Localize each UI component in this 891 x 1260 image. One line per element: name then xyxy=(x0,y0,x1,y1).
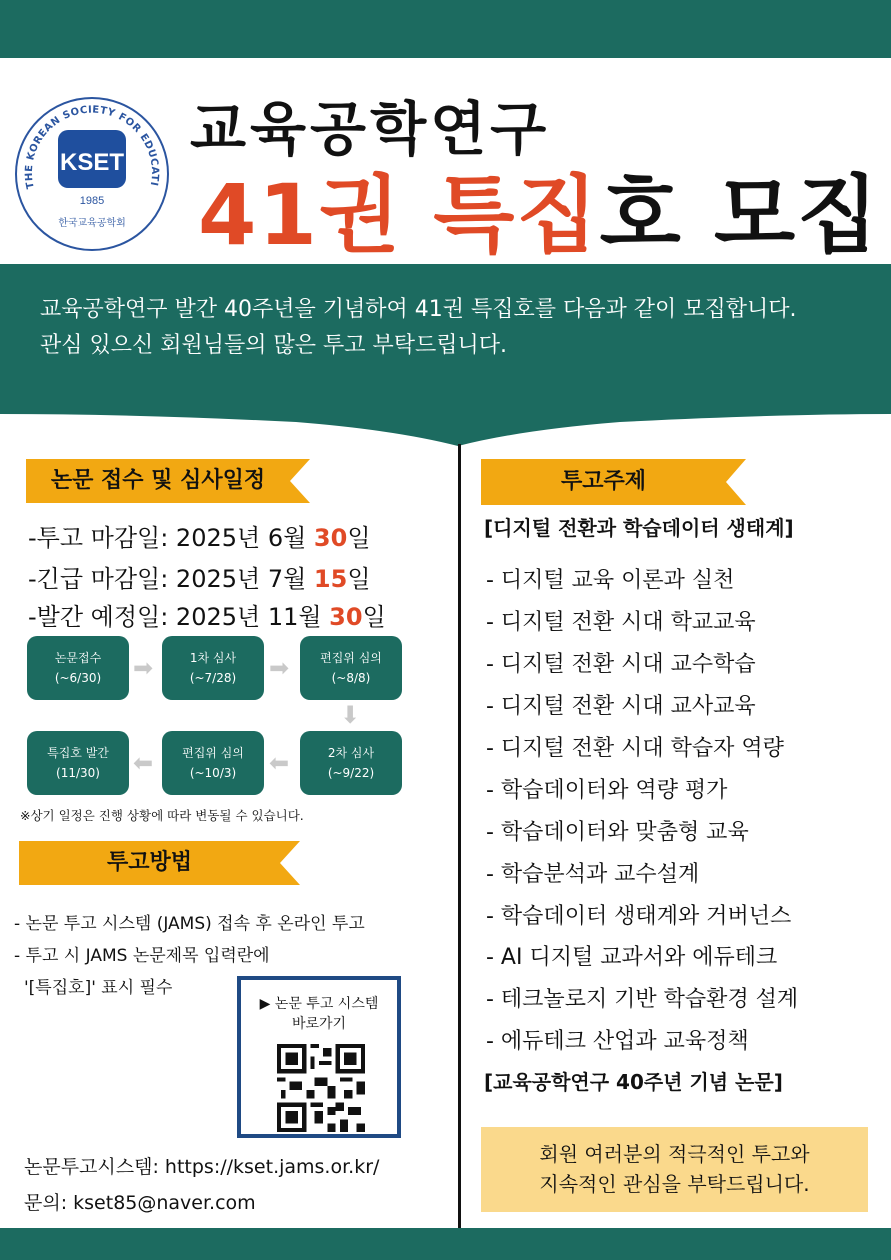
flow-step-2-date: (~7/28) xyxy=(189,671,237,685)
topic-item-2: - 디지털 전환 시대 학교교육 xyxy=(486,610,756,635)
flow-step-5-date: (~10/3) xyxy=(189,766,237,780)
recruit-text: 모집 xyxy=(714,166,881,264)
method-header-label: 투고방법 xyxy=(106,850,192,875)
flow-step-2 xyxy=(162,636,264,700)
schedule-item-2-prefix: -긴급 마감일: 2025년 7월 xyxy=(28,565,314,593)
topic-item-8: - 학습분석과 교수설계 xyxy=(486,862,700,887)
bottom-bar xyxy=(0,1228,891,1260)
topic-item-4: - 디지털 전환 시대 교사교육 xyxy=(486,694,756,719)
topic-item-1: - 디지털 교육 이론과 실천 xyxy=(486,568,735,593)
flow-step-3 xyxy=(300,636,402,700)
volume-text: 41권 xyxy=(198,166,403,264)
schedule-note: ※상기 일정은 진행 상황에 따라 변동될 수 있습니다. xyxy=(20,808,304,823)
flow-step-5 xyxy=(162,731,264,795)
qr-title-line-2: 바로가기 xyxy=(291,1016,347,1032)
arrow-right-icon: ➡ xyxy=(133,654,154,682)
flow-step-1-date: (~6/30) xyxy=(54,671,102,685)
schedule-item-1-day: 30 xyxy=(313,524,348,552)
logo-korean-name: 한국교육공학회 xyxy=(58,218,126,229)
special-issue-title xyxy=(198,148,880,269)
arrow-left-icon: ⬅ xyxy=(269,749,290,777)
flow-step-1 xyxy=(27,636,129,700)
topic-group-title: [디지털 전환과 학습데이터 생태계] xyxy=(484,516,794,540)
schedule-item-2-suffix: 일 xyxy=(347,565,371,593)
topic-item-6: - 학습데이터와 역량 평가 xyxy=(486,778,728,803)
flow-step-3-date: (~8/8) xyxy=(331,671,371,685)
journal-title: 교육공학연구 xyxy=(190,95,551,163)
method-header xyxy=(19,841,300,885)
closing-message xyxy=(481,1127,868,1212)
topics-header-label: 투고주제 xyxy=(560,469,646,494)
flow-step-4-date: (~9/22) xyxy=(327,766,375,780)
banner-text xyxy=(40,292,860,364)
banner-line-1: 교육공학연구 발간 40주년을 기념하여 41권 특집호를 다음과 같이 모집합니다. xyxy=(40,297,797,322)
schedule-header xyxy=(26,459,310,503)
logo-abbr: KSET xyxy=(59,149,125,176)
schedule-item-3-suffix: 일 xyxy=(362,603,386,631)
topic-item-5: - 디지털 전환 시대 학습자 역량 xyxy=(486,736,784,761)
logo-year: 1985 xyxy=(79,195,105,207)
flow-step-6 xyxy=(27,731,129,795)
flow-step-6-date: (11/30) xyxy=(56,766,100,780)
flow-step-5-label: 편집위 심의 xyxy=(182,746,244,760)
flow-step-3-label: 편집위 심의 xyxy=(320,651,382,665)
schedule-item-1-prefix: -투고 마감일: 2025년 6월 xyxy=(28,524,314,552)
schedule-header-label: 논문 접수 및 심사일정 xyxy=(50,468,266,493)
schedule-item-1-suffix: 일 xyxy=(347,524,371,552)
banner-line-2: 관심 있으신 회원님들의 많은 투고 부탁드립니다. xyxy=(40,333,508,358)
issue-text: 호 xyxy=(599,166,683,264)
jams-qr-link[interactable] xyxy=(237,976,401,1138)
flow-step-6-label: 특집호 발간 xyxy=(47,746,109,760)
qr-code-icon xyxy=(277,1044,365,1132)
topic-item-7: - 학습데이터와 맞춤형 교육 xyxy=(486,820,749,845)
submission-system-link[interactable]: 논문투고시스템: https://kset.jams.or.kr/ xyxy=(24,1156,380,1178)
arrow-left-icon: ⬅ xyxy=(133,749,154,777)
arrow-right-icon: ➡ xyxy=(269,654,290,682)
special-text: 특집 xyxy=(433,166,600,264)
topic-item-3: - 디지털 전환 시대 교수학습 xyxy=(486,652,756,677)
schedule-item-3 xyxy=(28,597,386,632)
qr-title xyxy=(241,994,397,1034)
method-line-3: '[특집호]' 표시 필수 xyxy=(24,978,173,998)
schedule-item-2-day: 15 xyxy=(313,565,348,593)
closing-line-1: 회원 여러분의 적극적인 투고와 xyxy=(539,1142,810,1166)
schedule-item-3-day: 30 xyxy=(329,603,363,631)
flow-step-4-label: 2차 심사 xyxy=(327,746,375,760)
flow-step-2-label: 1차 심사 xyxy=(189,651,237,665)
column-divider xyxy=(458,444,461,1228)
topic-item-11: - 테크놀로지 기반 학습환경 설계 xyxy=(486,987,799,1012)
kset-logo xyxy=(14,96,170,252)
flow-step-1-label: 논문접수 xyxy=(54,651,102,665)
qr-title-line-1: ▶ 논문 투고 시스템 xyxy=(259,996,379,1012)
schedule-item-1 xyxy=(28,518,371,553)
arrow-down-icon: ⬇ xyxy=(340,701,361,729)
topics-header xyxy=(481,459,746,503)
contact-email[interactable]: 문의: kset85@naver.com xyxy=(24,1192,256,1214)
topic-item-9: - 학습데이터 생태계와 거버넌스 xyxy=(486,904,792,929)
closing-line-2: 지속적인 관심을 부탁드립니다. xyxy=(539,1172,810,1196)
topic-item-10: - AI 디지털 교과서와 에듀테크 xyxy=(486,945,778,970)
topic-footer-title: [교육공학연구 40주년 기념 논문] xyxy=(484,1070,783,1094)
schedule-item-2 xyxy=(28,559,371,594)
topic-item-12: - 에듀테크 산업과 교육정책 xyxy=(486,1029,749,1054)
method-line-2: - 투고 시 JAMS 논문제목 입력란에 xyxy=(14,946,270,966)
top-bar xyxy=(0,0,891,58)
flow-step-4 xyxy=(300,731,402,795)
schedule-item-3-prefix: -발간 예정일: 2025년 11월 xyxy=(28,603,330,631)
logo-ring-text: THE KOREAN SOCIETY FOR EDUCATI xyxy=(23,104,161,190)
method-line-1: - 논문 투고 시스템 (JAMS) 접속 후 온라인 투고 xyxy=(14,914,365,934)
